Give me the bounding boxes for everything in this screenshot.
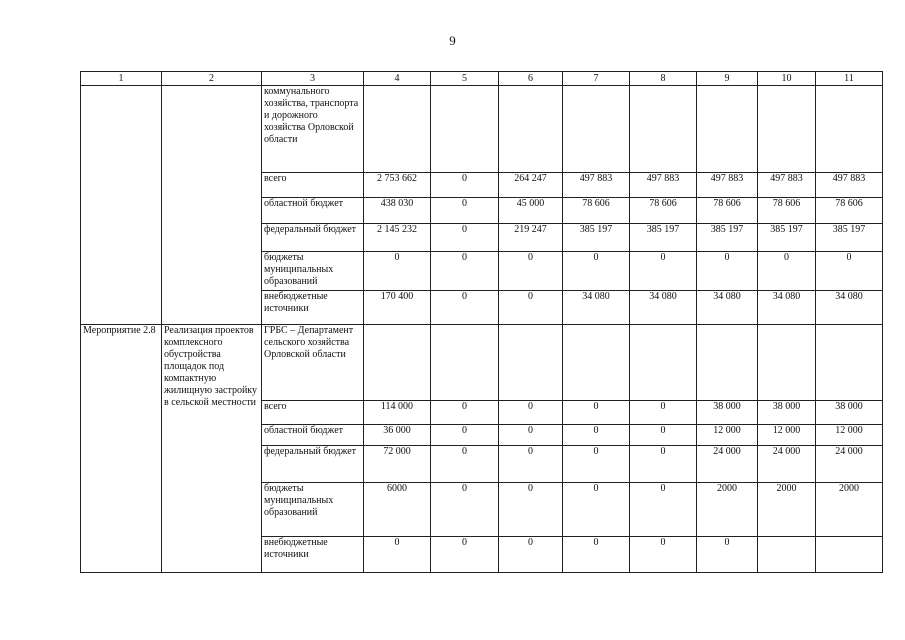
value-cell: 34 080: [630, 291, 697, 325]
value-cell: 0: [563, 425, 630, 446]
column-header: 3: [262, 72, 364, 86]
value-cell: 24 000: [816, 446, 883, 483]
value-cell: 0: [697, 537, 758, 573]
value-cell: 0: [563, 446, 630, 483]
value-cell: 78 606: [697, 198, 758, 224]
value-cell: 385 197: [758, 224, 816, 252]
value-cell: 34 080: [697, 291, 758, 325]
value-cell: 0: [499, 537, 563, 573]
value-cell: 497 883: [563, 173, 630, 198]
value-cell: 0: [364, 537, 431, 573]
value-cell: 12 000: [816, 425, 883, 446]
funding-source-label: внебюджетные источники: [262, 291, 364, 325]
value-cell: 0: [499, 401, 563, 425]
value-cell: 497 883: [630, 173, 697, 198]
column-header: 9: [697, 72, 758, 86]
value-cell: 0: [630, 483, 697, 537]
value-cell: 0: [697, 252, 758, 291]
funding-source-label: бюджеты муниципальных образований: [262, 483, 364, 537]
value-cell: 78 606: [630, 198, 697, 224]
value-cell: 0: [431, 198, 499, 224]
budget-table: [80, 71, 883, 573]
value-cell: 0: [499, 425, 563, 446]
page-number: 9: [449, 33, 456, 48]
value-cell: 0: [630, 446, 697, 483]
value-cell: 0: [563, 483, 630, 537]
value-cell: 0: [816, 252, 883, 291]
value-cell: 0: [499, 291, 563, 325]
value-cell: 2000: [697, 483, 758, 537]
event-cell: Мероприятие 2.8: [81, 325, 162, 573]
column-header: 5: [431, 72, 499, 86]
funding-source-label: федеральный бюджет: [262, 446, 364, 483]
description-cell: [162, 86, 262, 325]
value-cell: 0: [499, 446, 563, 483]
value-cell: 34 080: [816, 291, 883, 325]
funding-source-label: всего: [262, 401, 364, 425]
value-cell: 385 197: [816, 224, 883, 252]
value-cell: 0: [364, 252, 431, 291]
column-header: 4: [364, 72, 431, 86]
value-cell: 24 000: [758, 446, 816, 483]
value-cell: 0: [630, 252, 697, 291]
value-cell: 2 145 232: [364, 224, 431, 252]
value-cell: 0: [431, 173, 499, 198]
value-cell: 0: [630, 401, 697, 425]
value-cell: 114 000: [364, 401, 431, 425]
column-header: 7: [563, 72, 630, 86]
value-cell: 438 030: [364, 198, 431, 224]
value-cell: 34 080: [563, 291, 630, 325]
value-cell: 170 400: [364, 291, 431, 325]
header-row: [81, 72, 883, 86]
value-cell: 0: [431, 537, 499, 573]
value-cell: 0: [431, 401, 499, 425]
value-cell: 219 247: [499, 224, 563, 252]
value-cell: [816, 537, 883, 573]
value-cell: 12 000: [758, 425, 816, 446]
value-cell: 0: [630, 537, 697, 573]
value-cell: 264 247: [499, 173, 563, 198]
value-cell: 385 197: [630, 224, 697, 252]
value-cell: 0: [431, 425, 499, 446]
source-cell: коммунального хозяйства, транспорта и дорожного хозяйства Орловской области: [262, 86, 364, 173]
value-cell: 36 000: [364, 425, 431, 446]
value-cell: 0: [431, 291, 499, 325]
table-row: [81, 86, 883, 173]
value-cell: 2000: [758, 483, 816, 537]
description-cell: Реализация проектов комплексного обустройства площадок под компактную жилищную застройку в сельской местности: [162, 325, 262, 573]
value-cell: 0: [499, 252, 563, 291]
value-cell: 0: [431, 446, 499, 483]
value-cell: 78 606: [563, 198, 630, 224]
funding-source-label: всего: [262, 173, 364, 198]
value-cell: 0: [563, 537, 630, 573]
value-cell: 497 883: [816, 173, 883, 198]
value-cell: 34 080: [758, 291, 816, 325]
column-header: 10: [758, 72, 816, 86]
value-cell: [758, 537, 816, 573]
value-cell: 2 753 662: [364, 173, 431, 198]
value-cell: 38 000: [758, 401, 816, 425]
funding-source-label: областной бюджет: [262, 198, 364, 224]
value-cell: 12 000: [697, 425, 758, 446]
table-row: [81, 325, 883, 401]
funding-source-label: областной бюджет: [262, 425, 364, 446]
source-cell: ГРБС – Департамент сельского хозяйства Орловской области: [262, 325, 364, 401]
column-header: 8: [630, 72, 697, 86]
value-cell: 38 000: [816, 401, 883, 425]
value-cell: 0: [431, 483, 499, 537]
value-cell: 0: [431, 252, 499, 291]
funding-source-label: бюджеты муниципальных образований: [262, 252, 364, 291]
event-cell: [81, 86, 162, 325]
value-cell: 0: [758, 252, 816, 291]
value-cell: 385 197: [697, 224, 758, 252]
value-cell: 6000: [364, 483, 431, 537]
value-cell: 72 000: [364, 446, 431, 483]
value-cell: 0: [431, 224, 499, 252]
value-cell: 24 000: [697, 446, 758, 483]
funding-source-label: внебюджетные источники: [262, 537, 364, 573]
column-header: 11: [816, 72, 883, 86]
value-cell: 497 883: [697, 173, 758, 198]
value-cell: 0: [563, 252, 630, 291]
value-cell: 38 000: [697, 401, 758, 425]
value-cell: 78 606: [816, 198, 883, 224]
value-cell: 45 000: [499, 198, 563, 224]
value-cell: 497 883: [758, 173, 816, 198]
column-header: 1: [81, 72, 162, 86]
funding-source-label: федеральный бюджет: [262, 224, 364, 252]
value-cell: 385 197: [563, 224, 630, 252]
value-cell: 0: [499, 483, 563, 537]
value-cell: 2000: [816, 483, 883, 537]
column-header: 6: [499, 72, 563, 86]
value-cell: 0: [630, 425, 697, 446]
value-cell: 78 606: [758, 198, 816, 224]
column-header: 2: [162, 72, 262, 86]
value-cell: 0: [563, 401, 630, 425]
